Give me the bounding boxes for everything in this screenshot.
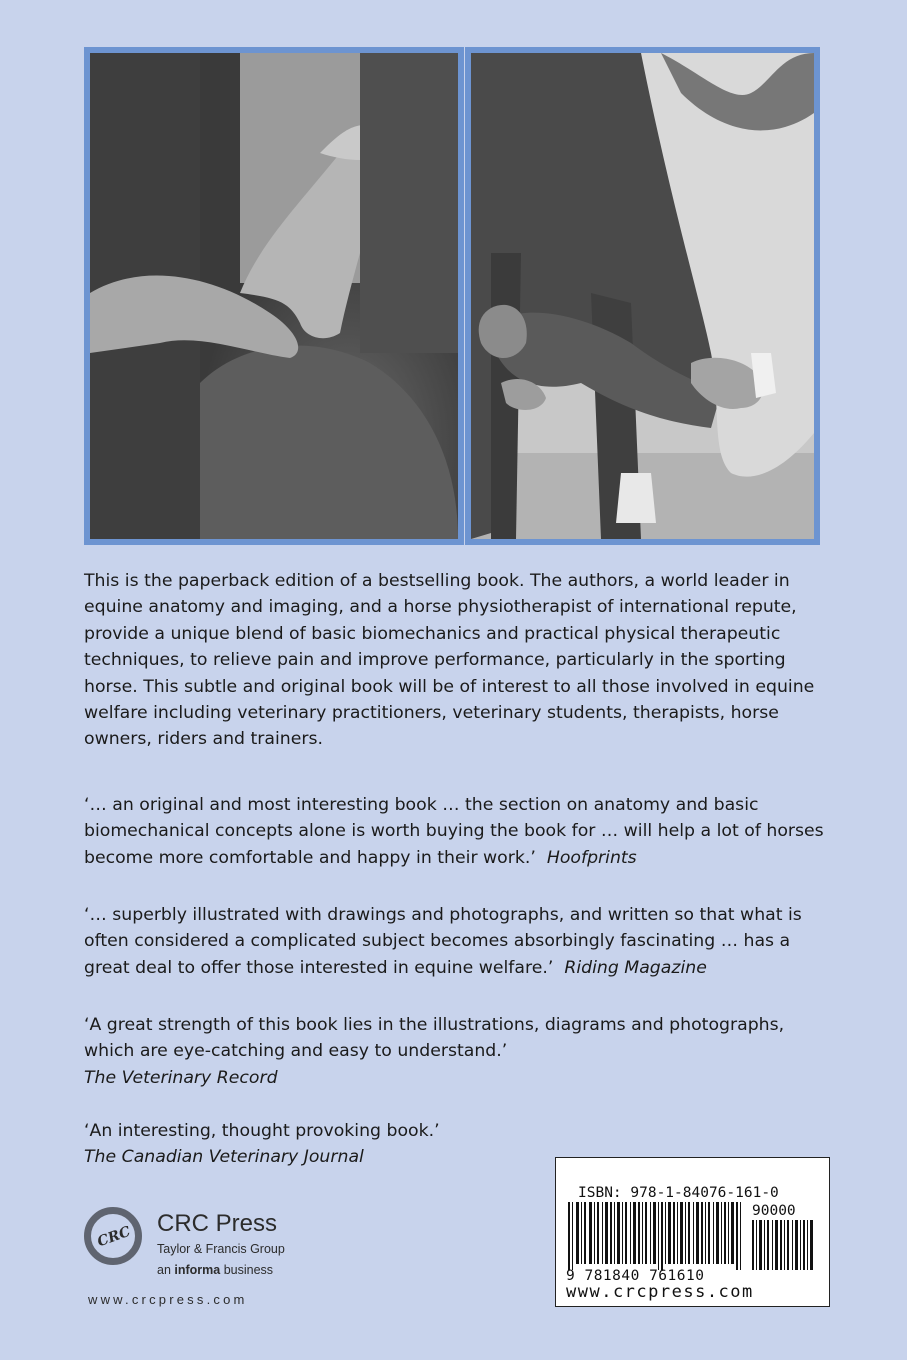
photo-hands-on-horse [90,53,458,539]
photo-lifting-hoof [471,53,814,539]
publisher-tagline [157,1263,273,1277]
review-1 [84,792,824,871]
review-source: The Canadian Veterinary Journal [84,1147,364,1168]
review-source: The Veterinary Record [84,1067,278,1088]
review-3 [84,1012,824,1091]
review-quote: ‘… superbly illustrated with drawings and photographs, and written so that what is often considered a complicated subject becomes absorbingly fascinating … has a great deal to offer those interested in equine welfare.’ [84,905,802,978]
crc-logo-icon [84,1207,142,1265]
photo-frame-right [465,47,820,545]
review-quote: ‘An interesting, thought provoking book.’ [84,1121,440,1141]
barcode-url: www.crcpress.com [566,1282,754,1302]
barcode-digits: 9 781840 761610 [566,1268,705,1284]
photo-frame-left [84,47,464,545]
publisher-logo [84,1202,314,1312]
tagline-informa: informa [174,1263,221,1277]
description: This is the paperback edition of a bestselling book. The authors, a world leader in equine anatomy and imaging, and a horse physiotherapist of international repute, provide a unique blend of basic biomechanics and practical physical therapeutic techniques, to relieve pain and improve performance, particularly in the sporting horse. This subtle and original book will be of interest to all those involved in equine welfare including veterinary practitioners, veterinary students, therapists, horse owners, riders and trainers. [84,571,815,750]
barcode-addon: 90000 [752,1203,796,1219]
isbn-text: ISBN: 978-1-84076-161-0 [578,1185,779,1201]
barcode-box [555,1157,830,1307]
tagline-suffix: business [223,1263,274,1277]
review-source: Riding Magazine [564,957,707,978]
publisher-name: CRC Press [157,1210,278,1237]
publisher-url: www.crcpress.com [88,1292,248,1307]
tagline-prefix: an [157,1263,171,1277]
review-source: Hoofprints [546,847,637,868]
publisher-group: Taylor & Francis Group [157,1242,285,1256]
review-quote: ‘A great strength of this book lies in the illustrations, diagrams and photographs, which are eye-catching and easy to understand.’ [84,1015,785,1062]
review-2 [84,902,824,981]
crc-logo-text: CRC [95,1223,133,1251]
review-quote: ‘… an original and most interesting book … the section on anatomy and basic biomechanical concepts alone is worth buying the book for … will help a lot of horses become more comfortable and happy in their work.’ [84,795,824,868]
